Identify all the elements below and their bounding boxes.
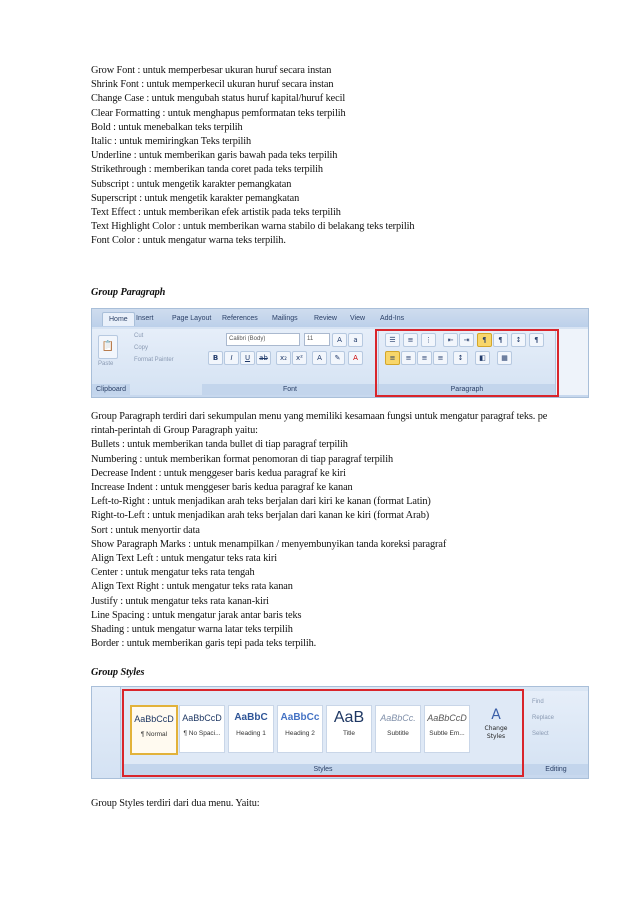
align-center-icon[interactable]: ≡ — [401, 351, 416, 365]
editing-group — [524, 691, 589, 775]
paragraph-lines-line: Align Text Left : untuk mengatur teks rata kiri — [91, 553, 277, 564]
paste-icon[interactable]: 📋 — [98, 335, 118, 359]
paragraph-lines-line: Sort : untuk menyortir data — [91, 524, 200, 536]
style-name: Subtitle — [387, 730, 409, 737]
shading-icon[interactable]: ◧ — [475, 351, 490, 365]
italic-icon[interactable]: I — [224, 351, 239, 365]
tab-insert[interactable]: Insert — [136, 315, 154, 322]
change-styles-label: Change Styles — [484, 725, 508, 740]
font-group-label: Font — [202, 384, 378, 395]
font-lines-line: Italic : untuk memiringkan Teks terpilih — [91, 136, 252, 147]
find-label[interactable]: Find — [532, 699, 544, 705]
heading-group-paragraph: Group Paragraph — [91, 287, 166, 298]
paragraph-lines-line: Bullets : untuk memberikan tanda bullet di tiap paragraf terpilih — [91, 439, 348, 451]
bold-icon[interactable]: B — [208, 351, 223, 365]
paragraph-lines-line: Increase Indent : untuk menggeser baris kedua paragraf ke kanan — [91, 482, 353, 493]
line-spacing-icon[interactable]: ↕ — [453, 351, 468, 365]
font-lines-line: Change Case : untuk mengubah status huruf kapital/huruf kecil — [91, 93, 346, 105]
font-group — [202, 329, 379, 395]
style-preview: AaBbC — [234, 712, 268, 723]
numbering-icon[interactable]: ≡ — [403, 333, 418, 347]
font-size-combo[interactable]: 11 — [304, 333, 330, 346]
paragraph-lines-line: Center : untuk mengatur teks rata tengah — [91, 567, 255, 579]
clipboard-group-label: Clipboard — [92, 384, 130, 395]
shrink-font-icon[interactable]: a — [348, 333, 363, 347]
style-preview: AaBbCcD — [427, 713, 467, 723]
text-effect-icon[interactable]: A — [312, 351, 327, 365]
paragraph-lines-line: Left-to-Right : untuk menjadikan arah teks berjalan dari kiri ke kanan (format Latin) — [91, 496, 431, 508]
grow-font-icon[interactable]: A — [332, 333, 347, 347]
select-label[interactable]: Select — [532, 731, 549, 737]
highlight-icon[interactable]: ✎ — [330, 351, 345, 365]
font-lines-line: Bold : untuk menebalkan teks terpilih — [91, 121, 243, 133]
ribbon-styles-screenshot — [91, 686, 589, 779]
style-name: Heading 1 — [236, 730, 266, 737]
tab-home[interactable]: Home — [102, 312, 135, 326]
paragraph-lines-line: Justify : untuk mengatur teks rata kanan-kiri — [91, 595, 269, 607]
paragraph-lines-line: Show Paragraph Marks : untuk menampilkan / menyembunyikan tanda koreksi paragraf — [91, 538, 447, 550]
styles-group-label: Styles — [124, 764, 522, 775]
tab-view[interactable]: View — [350, 315, 366, 322]
clipboard-actions — [130, 329, 203, 395]
replace-label[interactable]: Replace — [532, 715, 555, 721]
font-name-combo[interactable]: Calibri (Body) — [226, 333, 300, 346]
format-painter-label[interactable]: Format Painter — [134, 357, 174, 363]
sort-icon[interactable]: ↕ — [511, 333, 526, 347]
increase-indent-icon[interactable]: ⇥ — [459, 333, 474, 347]
align-left-icon[interactable]: ≡ — [385, 351, 400, 365]
ribbon-paragraph-screenshot — [91, 308, 589, 398]
font-lines-line: Subscript : untuk mengetik karakter pemangkatan — [91, 178, 292, 190]
tab-add-ins[interactable]: Add-Ins — [380, 315, 405, 322]
border-icon[interactable]: ▦ — [497, 351, 512, 365]
style-preview: AaBbCcD — [182, 713, 222, 723]
tab-mailings[interactable]: Mailings — [272, 315, 298, 322]
show-paragraph-marks-icon[interactable]: ¶ — [529, 333, 544, 347]
font-lines-line: Text Effect : untuk memberikan efek artistik pada teks terpilih — [91, 207, 341, 218]
font-lines-line: Shrink Font : untuk memperkecil ukuran huruf secara instan — [91, 79, 334, 91]
bullets-icon[interactable]: ☰ — [385, 333, 400, 347]
paragraph-lines-line: Shading : untuk mengatur warna latar teks terpilih — [91, 624, 293, 635]
styles-highlight-box — [122, 689, 524, 777]
strikethrough-icon[interactable]: ab — [256, 351, 271, 365]
font-lines-line: Superscript : untuk mengetik karakter pemangkatan — [91, 192, 300, 204]
font-lines-line: Strikethrough : memberikan tanda coret pada teks terpilih — [91, 164, 323, 176]
editing-group-label: Editing — [524, 764, 588, 775]
font-lines-line: Grow Font : untuk memperbesar ukuran huruf secara instan — [91, 65, 332, 76]
font-lines-line: Text Highlight Color : untuk memberikan warna stabilo di belakang teks terpilih — [91, 221, 415, 233]
subscript-icon[interactable]: x₂ — [276, 351, 291, 365]
paragraph-lines-line: Group Paragraph terdiri dari sekumpulan menu yang memiliki kesamaan fungsi untuk mengatur paragraf teks. pe — [91, 411, 548, 422]
ribbon-tabs — [92, 309, 588, 327]
copy-label[interactable]: Copy — [134, 345, 149, 351]
styles-lines-line: Group Styles terdiri dari dua menu. Yaitu: — [91, 798, 260, 809]
paragraph-highlight-box — [375, 329, 559, 397]
paragraph-lines-line: Line Spacing : untuk mengatur jarak antar baris teks — [91, 609, 302, 621]
paragraph-lines-line: Numbering : untuk memberikan format penomoran di tiap paragraf terpilih — [91, 453, 393, 465]
style-preview: AaBbCcD — [134, 714, 174, 724]
paragraph-lines-line: Border : untuk memberikan garis tepi pada teks terpilih. — [91, 638, 317, 650]
heading-group-styles: Group Styles — [91, 667, 145, 678]
style-name: Heading 2 — [285, 730, 315, 737]
superscript-icon[interactable]: x² — [292, 351, 307, 365]
font-lines-line: Font Color : untuk mengatur warna teks terpilih. — [91, 235, 286, 247]
clipboard-group — [92, 329, 131, 395]
cut-label[interactable]: Cut — [134, 333, 144, 339]
font-lines-line: Clear Formatting : untuk menghapus pemformatan teks terpilih — [91, 107, 346, 119]
style-preview: AaB — [333, 709, 365, 726]
font-lines-line: Underline : untuk memberikan garis bawah pada teks terpilih — [91, 150, 338, 162]
style-name: Title — [342, 730, 356, 737]
tab-references[interactable]: References — [222, 315, 258, 322]
left-to-right-icon[interactable]: ¶ — [477, 333, 492, 347]
styles-edge — [556, 329, 589, 395]
tab-page-layout[interactable]: Page Layout — [172, 315, 212, 322]
align-right-icon[interactable]: ≡ — [417, 351, 432, 365]
style-name: ¶ No Spaci... — [183, 730, 221, 737]
style-name: ¶ Normal — [140, 731, 168, 738]
paste-label: Paste — [98, 361, 114, 367]
ribbon-left-edge — [92, 687, 121, 778]
style-name: Subtle Em... — [429, 730, 465, 737]
multilevel-list-icon[interactable]: ⋮ — [421, 333, 436, 347]
font-color-icon[interactable]: A — [348, 351, 363, 365]
right-to-left-icon[interactable]: ¶ — [493, 333, 508, 347]
tab-review[interactable]: Review — [314, 315, 337, 322]
justify-icon[interactable]: ≡ — [433, 351, 448, 365]
paragraph-lines-line: rintah-perintah di Group Paragraph yaitu: — [91, 425, 258, 437]
paragraph-lines-line: Right-to-Left : untuk menjadikan arah teks berjalan dari kanan ke kiri (format Arab) — [91, 510, 430, 522]
paragraph-lines-line: Align Text Right : untuk mengatur teks rata kanan — [91, 581, 293, 593]
paragraph-group-label: Paragraph — [379, 384, 555, 395]
paragraph-lines-line: Decrease Indent : untuk menggeser baris kedua paragraf ke kiri — [91, 467, 346, 479]
style-preview: AaBbCc — [280, 712, 320, 723]
underline-icon[interactable]: U — [240, 351, 255, 365]
change-styles-icon: A — [491, 707, 501, 723]
style-preview: AaBbCc. — [380, 713, 416, 723]
decrease-indent-icon[interactable]: ⇤ — [443, 333, 458, 347]
